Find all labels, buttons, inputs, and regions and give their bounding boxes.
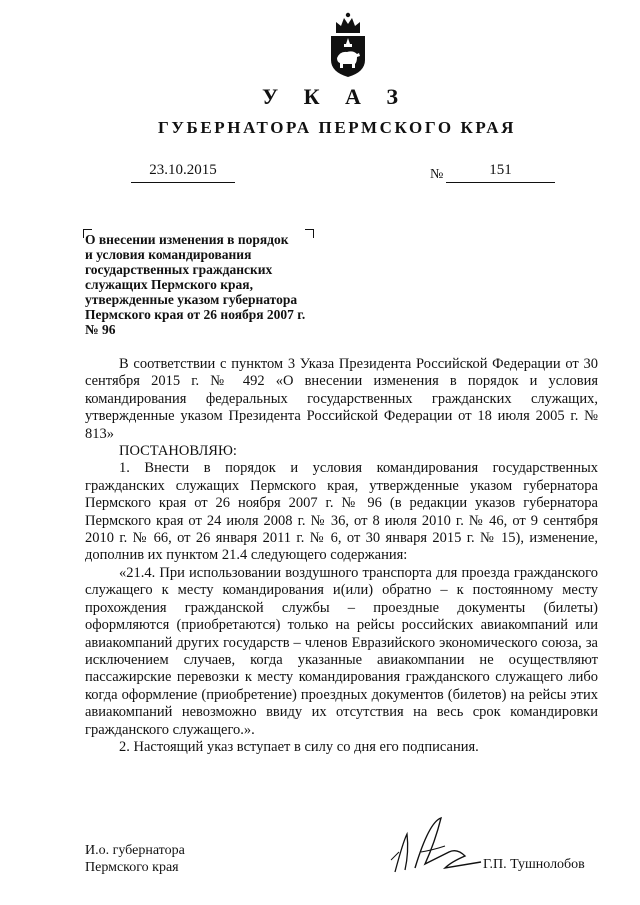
heading-line: и условия командирования [85,247,252,262]
heading-line: № 96 [85,322,116,337]
document-title: У К А З [261,84,409,109]
heading-line: утвержденные указом губернатора [85,292,298,307]
preamble-paragraph: В соответствии с пунктом 3 Указа Президента Российской Федерации от 30 сентября 2015 г. № 492 «О внесении изменения в порядок и условия командирования федеральных государственных гражданских служащих, утвержденные указом Президента Российской Федерации от 18 июля 2005 г. № 813» [85,356,598,442]
decree-date: 23.10.2015 [131,162,235,183]
decree-heading [85,232,345,337]
position-line: И.о. губернатора [85,843,185,858]
decree-word: ПОСТАНОВЛЯЮ: [119,443,237,460]
heading-line: Пермского края от 26 ноября 2007 г. [85,307,306,322]
quoted-clause-paragraph: «21.4. При использовании воздушного транспорта для проезда гражданского служащего к месту командирования и(или) обратно – к постоянному месту прохождения гражданской службы – проездные документы (билеты) оформляются (приобретаются) только на рейсы российских авиакомпаний или авиакомпаний других государств – членов Евразийского экономического союза, за исключением случаев, когда указанные авиакомпании не осуществляют пассажирские перевозки к месту командирования гражданского служащего либо когда оформление (приобретение) проездных документов (билетов) на рейсы этих авиакомпаний невозможно ввиду их отсутствия на весь срок командировки гражданского служащего.». [85,564,598,738]
item-1-paragraph: 1. Внести в порядок и условия командирования государственных гражданских служащих Пермского края, утвержденные указом губернатора Пермского края от 26 ноября 2007 г. № 96 (в редакции указов губернатора Пермского края от 24 июля 2008 г. № 36, от 8 июля 2010 г. № 46, от 9 сентября 2010 г. № 66, от 26 января 2011 г. № 6, от 30 января 2015 г. № 15), изменение, дополнив их пунктом 21.4 следующего содержания: [85,460,598,564]
heading-line: О внесении изменения в порядок [85,232,289,247]
document-subtitle: ГУБЕРНАТОРА ПЕРМСКОГО КРАЯ [158,118,516,137]
coat-of-arms-icon [328,10,368,78]
handwritten-signature-icon [385,812,495,882]
decree-body [85,356,598,756]
signatory-name: Г.П. Тушнолобов [483,857,585,872]
heading-line: служащих Пермского края, [85,277,253,292]
heading-line: государственных гражданских [85,262,273,277]
decree-number: 151 [446,162,555,183]
position-line: Пермского края [85,860,179,875]
number-label: № [430,167,444,182]
signatory-position [85,842,185,876]
item-2-paragraph: 2. Настоящий указ вступает в силу со дня его подписания. [119,738,479,755]
